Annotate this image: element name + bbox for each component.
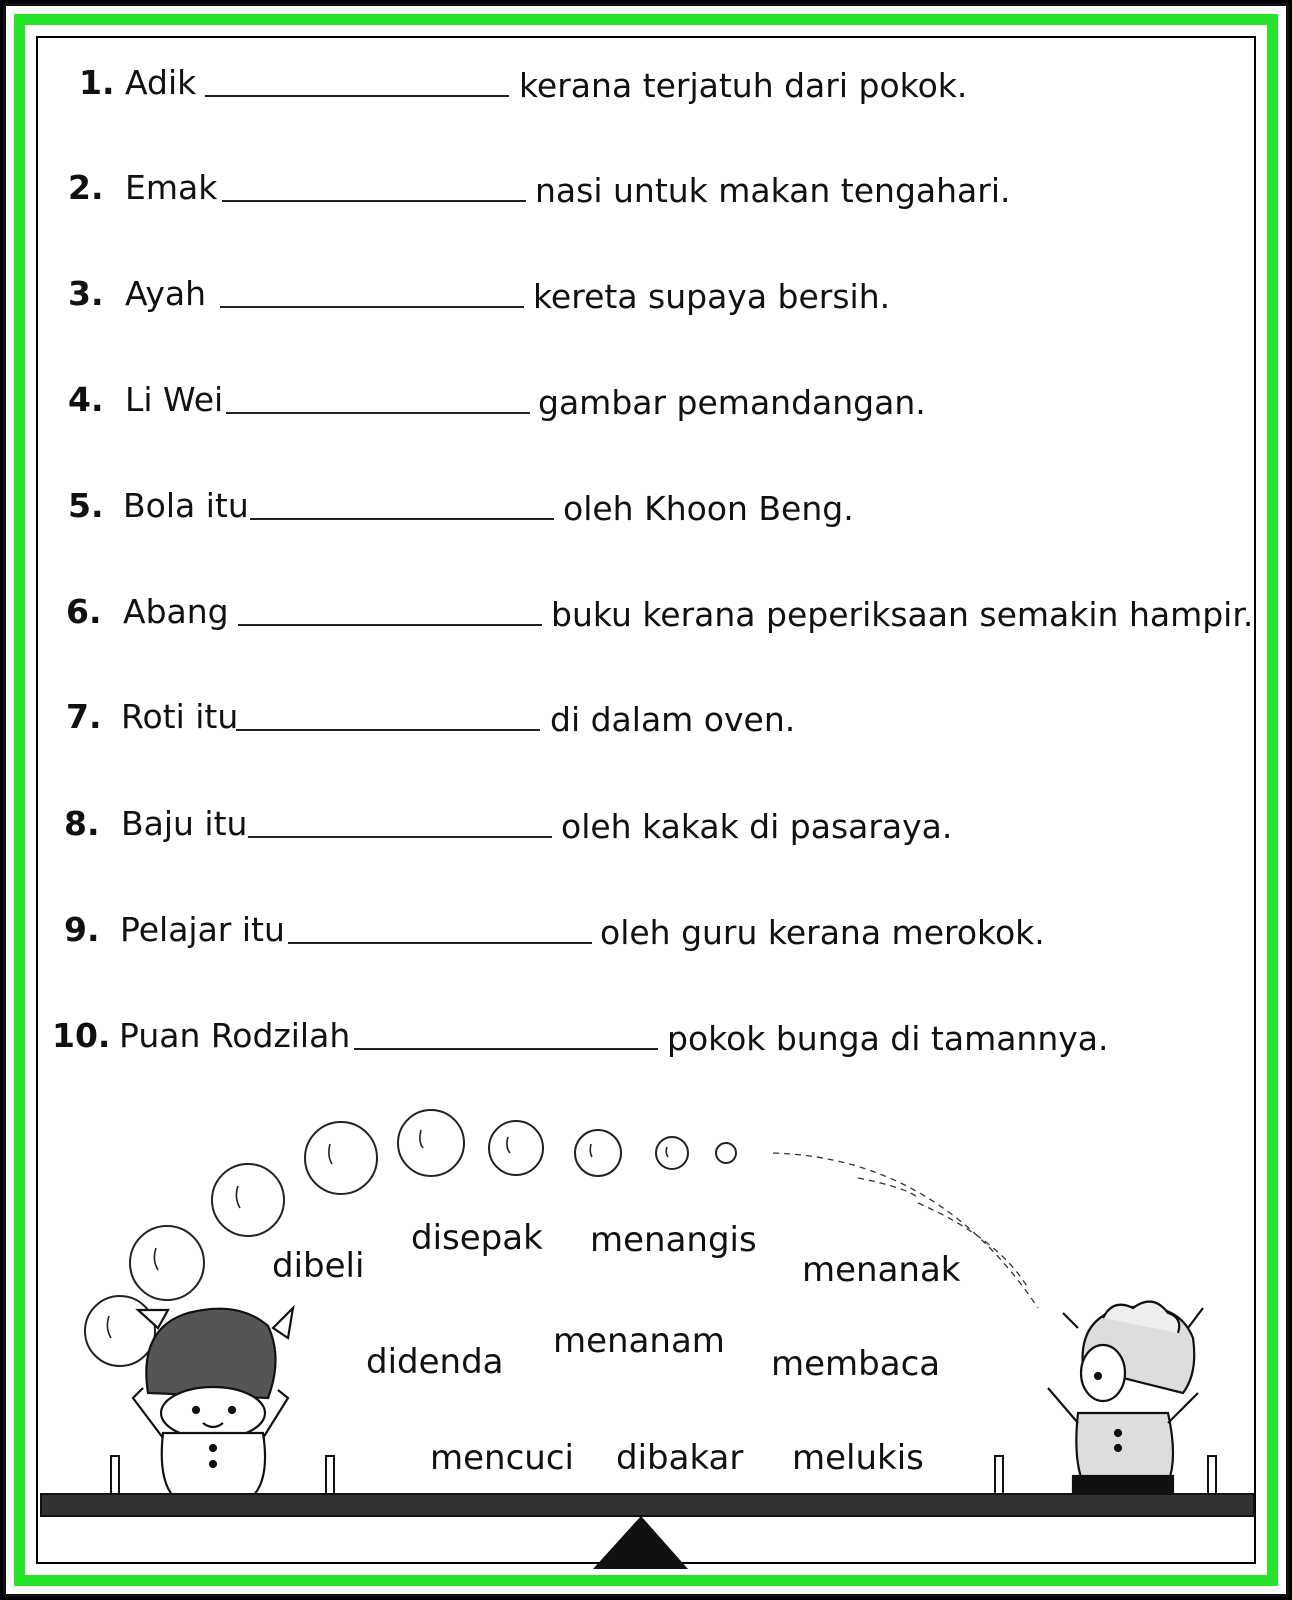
question-subject: Puan Rodzilah	[119, 1016, 351, 1055]
question-number: 3.	[68, 274, 104, 313]
question-number: 5.	[68, 486, 104, 525]
word-bank-item: dibeli	[272, 1246, 365, 1286]
question-text: kereta supaya bersih.	[533, 277, 891, 316]
question-number: 7.	[66, 697, 102, 736]
bubble-icon	[656, 1137, 688, 1169]
word-bank-item: dibakar	[616, 1438, 744, 1478]
bubble-icon	[130, 1226, 204, 1300]
green-border	[14, 14, 1278, 1586]
question-number: 1.	[79, 63, 115, 102]
question-subject: Ayah	[125, 274, 207, 313]
question-text: kerana terjatuh dari pokok.	[519, 66, 968, 105]
worksheet-frame	[3, 3, 1289, 1597]
question-subject: Li Wei	[125, 380, 224, 419]
question-number: 6.	[66, 592, 102, 631]
word-bank-item: membaca	[771, 1344, 941, 1384]
question-subject: Baju itu	[121, 804, 248, 843]
question-number: 10.	[52, 1016, 111, 1055]
seesaw-plank	[41, 1494, 1254, 1516]
question-number: 9.	[64, 910, 100, 949]
right-cow-figure	[1048, 1302, 1203, 1494]
question-text: oleh guru kerana merokok.	[600, 913, 1045, 952]
bubble-icon	[305, 1122, 377, 1194]
bubble-icon	[212, 1164, 284, 1236]
bubble-icon	[398, 1110, 464, 1176]
word-bank-item: menanak	[802, 1250, 961, 1290]
question-text: oleh Khoon Beng.	[563, 489, 854, 528]
seesaw-pivot-triangle	[593, 1516, 688, 1569]
bubble-icon	[575, 1130, 621, 1176]
bubble-icon	[489, 1121, 543, 1175]
question-subject: Adik	[125, 63, 197, 102]
word-bank-item: melukis	[792, 1438, 924, 1478]
word-bank-item: menanam	[553, 1321, 725, 1361]
question-subject: Roti itu	[121, 697, 239, 736]
question-subject: Pelajar itu	[120, 910, 285, 949]
worksheet-page	[36, 36, 1256, 1564]
question-subject: Bola itu	[123, 486, 249, 525]
question-number: 2.	[68, 168, 104, 207]
bubble-icon	[85, 1296, 155, 1366]
word-bank-item: menangis	[590, 1220, 757, 1260]
question-text: pokok bunga di tamannya.	[667, 1019, 1109, 1058]
bubble-icon	[716, 1143, 736, 1163]
question-number: 4.	[68, 380, 104, 419]
question-subject: Abang	[123, 592, 229, 631]
left-cow-figure	[133, 1308, 293, 1496]
question-number: 8.	[64, 804, 100, 843]
question-text: gambar pemandangan.	[538, 383, 926, 422]
question-subject: Emak	[125, 168, 218, 207]
word-bank-item: didenda	[366, 1342, 504, 1382]
question-text: di dalam oven.	[550, 700, 796, 739]
question-text: buku kerana peperiksaan semakin hampir.	[551, 595, 1254, 634]
question-text: oleh kakak di pasaraya.	[561, 807, 953, 846]
word-bank-item: mencuci	[430, 1438, 574, 1478]
word-bank-item: disepak	[411, 1218, 543, 1258]
question-text: nasi untuk makan tengahari.	[535, 171, 1011, 210]
